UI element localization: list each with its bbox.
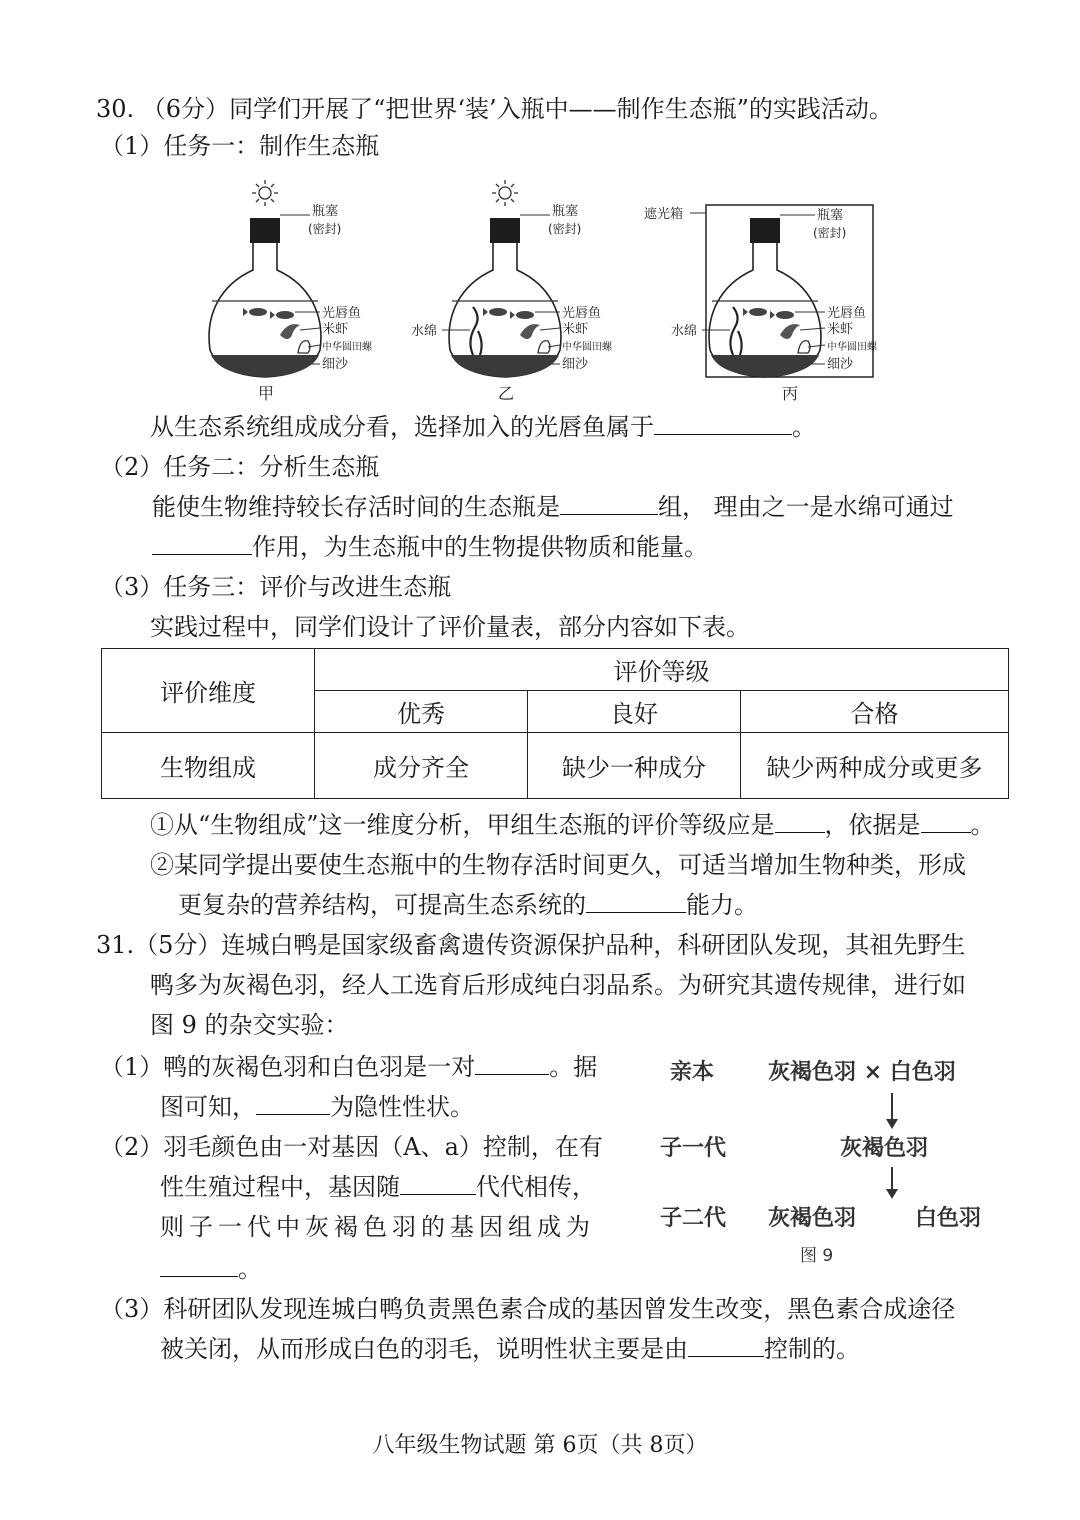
q30-task3-question2-line1: ②某同学提出要使生态瓶中的生物存活时间更久，可适当增加生物种类，形成 [150, 851, 966, 879]
label-sealed: (密封) [548, 222, 582, 236]
answer-blank-8[interactable] [256, 1090, 330, 1115]
label-algae: 水绵 [411, 324, 438, 339]
label-fish: 光唇鱼 [322, 306, 362, 321]
stopper [250, 218, 280, 243]
bottle-bing [644, 205, 878, 403]
answer-blank-4[interactable] [775, 808, 825, 833]
parent-cross: 灰褐色羽 × 白色羽 [768, 1060, 956, 1085]
label-snail: 中华圆田螺 [562, 342, 612, 353]
fish-icon [743, 308, 794, 319]
table-grade-excellent: 优秀 [315, 691, 528, 733]
q31-header-line2: 鸭多为灰褐色羽，经人工选育后形成纯白羽品系。为研究其遗传规律，进行如 [150, 971, 966, 999]
page-footer: 八年级生物试题 第 6页（共 8页） [372, 1433, 708, 1458]
q30-task3-q2-text-b: 能力。 [686, 891, 758, 919]
label-light-shield: 遮光箱 [644, 207, 684, 222]
sand [211, 355, 319, 377]
table-grade-pass: 合格 [741, 691, 1009, 733]
q30-task3-q2-text-a: 更复杂的营养结构，可提高生态系统的 [178, 891, 586, 919]
answer-blank-3[interactable] [152, 530, 252, 555]
q31-part3-line1: （3）科研团队发现连城白鸭负责黑色素合成的基因曾发生改变，黑色素合成途径 [100, 1295, 956, 1323]
q30-task2-text-b: 组， 理由之一是水绵可通过 [658, 493, 954, 521]
label-snail: 中华圆田螺 [322, 342, 372, 353]
q31-p2-text-a: 性生殖过程中，基因随 [160, 1173, 400, 1201]
cross-experiment-figure [640, 1045, 1030, 1285]
label-fish: 光唇鱼 [562, 306, 602, 321]
q30-task2-question2 [152, 530, 708, 564]
q31-part2-line1: （2）羽毛颜色由一对基因（A、a）控制，在有 [100, 1133, 603, 1161]
caption-yi: 乙 [498, 384, 515, 403]
label-shrimp: 米虾 [827, 322, 854, 337]
label-stopper: 瓶塞 [312, 204, 339, 219]
q30-task1-text: 从生态系统组成成分看，选择加入的光唇鱼属于 [150, 413, 654, 441]
label-sand: 细沙 [562, 357, 589, 372]
caption-jia: 甲 [258, 384, 275, 403]
q31-part2-line3: 则子一代中灰褐色羽的基因组成为 [160, 1213, 595, 1241]
f1-label: 子一代 [660, 1136, 727, 1161]
table-grade-good: 良好 [528, 691, 741, 733]
q31-p1-text-a: （1）鸭的灰褐色羽和白色羽是一对 [100, 1053, 476, 1081]
shrimp-icon [520, 324, 540, 339]
q30-task2-text-c: 作用，为生态瓶中的生物提供物质和能量。 [252, 533, 708, 561]
stopper [490, 218, 520, 243]
table-cell-excellent: 成分齐全 [315, 733, 528, 799]
q30-task3-q1-text-a: ①从“生物组成”这一维度分析，甲组生态瓶的评价等级应是 [150, 811, 775, 839]
q30-task2-question1 [152, 490, 954, 524]
sand [711, 355, 819, 377]
sun-icon [252, 180, 278, 206]
q30-header: 30. （6分）同学们开展了“把世界‘装’入瓶中——制作生态瓶”的实践活动。 [96, 95, 893, 123]
q31-p1-text-b: 。据 [549, 1053, 598, 1081]
q31-header-line1: 31.（5分）连城白鸭是国家级畜禽遗传资源保护品种，科研团队发现，其祖先野生 [96, 931, 966, 959]
bottle-jia [209, 180, 373, 403]
label-sand: 细沙 [827, 357, 854, 372]
stopper [750, 218, 780, 243]
label-shrimp: 米虾 [562, 322, 589, 337]
answer-blank-6[interactable] [586, 888, 686, 913]
q30-task3-question2-line2 [178, 888, 758, 922]
label-fish: 光唇鱼 [827, 306, 867, 321]
evaluation-table [101, 648, 1009, 799]
algae-icon [470, 307, 481, 355]
q31-p1-text-c: 图可知， [160, 1093, 256, 1121]
q30-task2-text-a: 能使生物维持较长存活时间的生态瓶是 [152, 493, 560, 521]
answer-blank-11[interactable] [688, 1332, 764, 1357]
q30-task1-title: （1）任务一：制作生态瓶 [100, 132, 380, 160]
q31-part3-line2 [160, 1332, 860, 1366]
q31-part1-line2 [160, 1090, 474, 1124]
period: 。 [970, 811, 995, 839]
q31-p3-text-a: 被关闭，从而形成白色的羽毛，说明性状主要是由 [160, 1335, 688, 1363]
shrimp-icon [280, 324, 300, 339]
q30-task2-title: （2）任务二：分析生态瓶 [100, 453, 380, 481]
q31-part2-line4 [160, 1252, 262, 1286]
parent-label: 亲本 [670, 1060, 715, 1085]
sand [451, 355, 559, 377]
bottle-yi [411, 180, 613, 403]
ecological-bottle-diagram [200, 175, 900, 410]
label-sealed: (密封) [813, 226, 847, 240]
label-sealed: (密封) [308, 222, 342, 236]
answer-blank-2[interactable] [560, 490, 658, 515]
q31-p2-text-b: 代代相传， [476, 1173, 596, 1201]
f1-value: 灰褐色羽 [840, 1136, 929, 1161]
f2-value-2: 白色羽 [915, 1206, 982, 1231]
q31-p3-text-b: 控制的。 [764, 1335, 860, 1363]
label-stopper: 瓶塞 [552, 204, 579, 219]
period: 。 [792, 413, 816, 441]
q31-header-line3: 图 9 的杂交实验： [150, 1011, 349, 1039]
shrimp-icon [780, 324, 800, 339]
answer-blank-5[interactable] [921, 808, 971, 833]
table-header-grade: 评价等级 [315, 649, 1009, 691]
table-cell-pass: 缺少两种成分或更多 [741, 733, 1009, 799]
arrow-down-icon [886, 1093, 898, 1129]
q30-task3-intro: 实践过程中，同学们设计了评价量表，部分内容如下表。 [150, 613, 750, 641]
caption-bing: 丙 [782, 384, 799, 403]
q31-p1-text-d: 为隐性性状。 [330, 1093, 474, 1121]
fish-icon [243, 308, 294, 319]
figure-caption: 图 9 [800, 1246, 834, 1266]
q30-task3-title: （3）任务三：评价与改进生态瓶 [100, 573, 452, 601]
f2-label: 子二代 [660, 1206, 727, 1231]
label-sand: 细沙 [322, 357, 349, 372]
f2-value-1: 灰褐色羽 [768, 1206, 857, 1231]
q31-part2-line2 [160, 1170, 596, 1204]
answer-blank-10[interactable] [160, 1252, 238, 1277]
period: 。 [238, 1255, 262, 1283]
table-header-dimension: 评价维度 [102, 649, 315, 733]
label-stopper: 瓶塞 [817, 208, 844, 223]
q30-task3-q1-text-b: ，依据是 [824, 811, 921, 839]
q31-part1-line1 [100, 1050, 597, 1084]
answer-blank-1[interactable] [654, 410, 792, 435]
q30-task3-question1 [150, 808, 995, 842]
label-snail: 中华圆田螺 [827, 342, 877, 353]
label-algae: 水绵 [671, 324, 698, 339]
table-row-label: 生物组成 [102, 733, 315, 799]
fish-icon [483, 308, 534, 319]
answer-blank-7[interactable] [475, 1050, 549, 1075]
algae-icon [730, 307, 741, 355]
label-shrimp: 米虾 [322, 322, 349, 337]
arrow-down-icon [886, 1167, 898, 1199]
answer-blank-9[interactable] [400, 1170, 476, 1195]
sun-icon [492, 180, 518, 206]
q30-task1-question [150, 410, 816, 444]
table-cell-good: 缺少一种成分 [528, 733, 741, 799]
